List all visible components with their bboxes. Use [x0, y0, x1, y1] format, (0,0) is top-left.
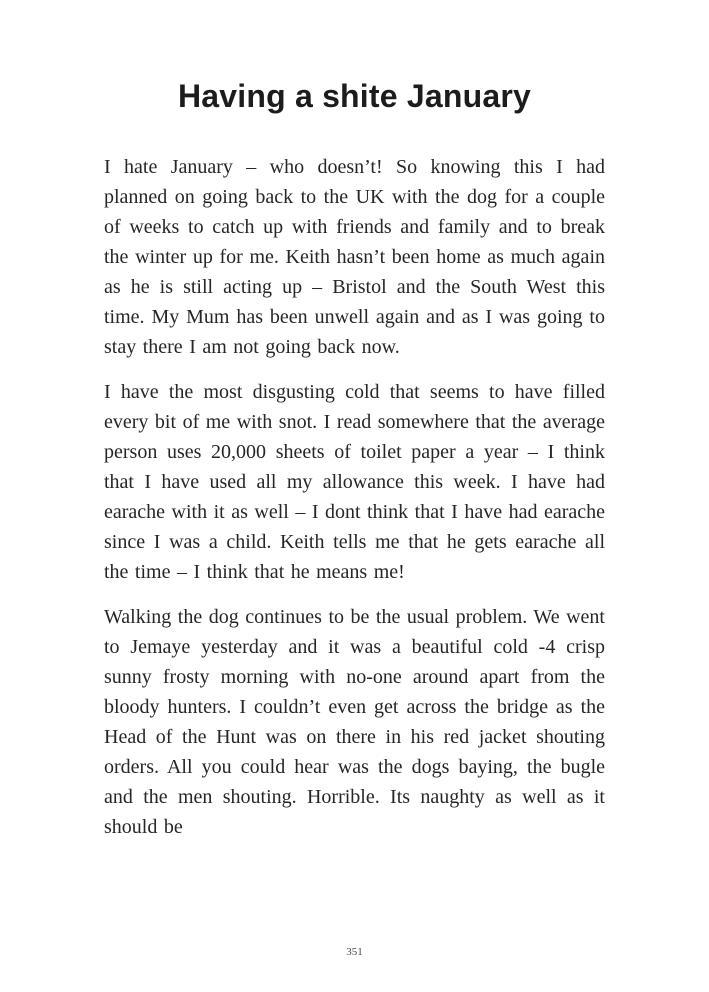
page-title: Having a shite January [178, 78, 531, 114]
paragraph: Walking the dog continues to be the usual problem. We went to Jemaye yesterday and it was a beautiful cold -4 crisp sunny frosty morning with no-one around apart from the bloody hunters. I couldn’t even get across the bridge as the Head of the Hunt was on there in his red jacket shouting orders. All you could hear was the dogs baying, the bugle and the men shouting. Horrible. Its naughty as well as it should be [104, 606, 605, 838]
body-text [104, 152, 605, 842]
page-number: 351 [346, 946, 363, 958]
paragraph: I have the most disgusting cold that seems to have filled every bit of me with snot. I read somewhere that the average person uses 20,000 sheets of toilet paper a year – I think that I have used all my allowance this week. I have had earache with it as well – I dont think that I have had earache since I was a child. Keith tells me that he gets earache all the time – I think that he means me! [104, 381, 605, 583]
paragraph: I hate January – who doesn’t! So knowing this I had planned on going back to the UK with the dog for a couple of weeks to catch up with friends and family and to break the winter up for me. Keith hasn’t been home as much again as he is still acting up – Bristol and the South West this time. My Mum has been unwell again and as I was going to stay there I am not going back now. [104, 156, 605, 358]
